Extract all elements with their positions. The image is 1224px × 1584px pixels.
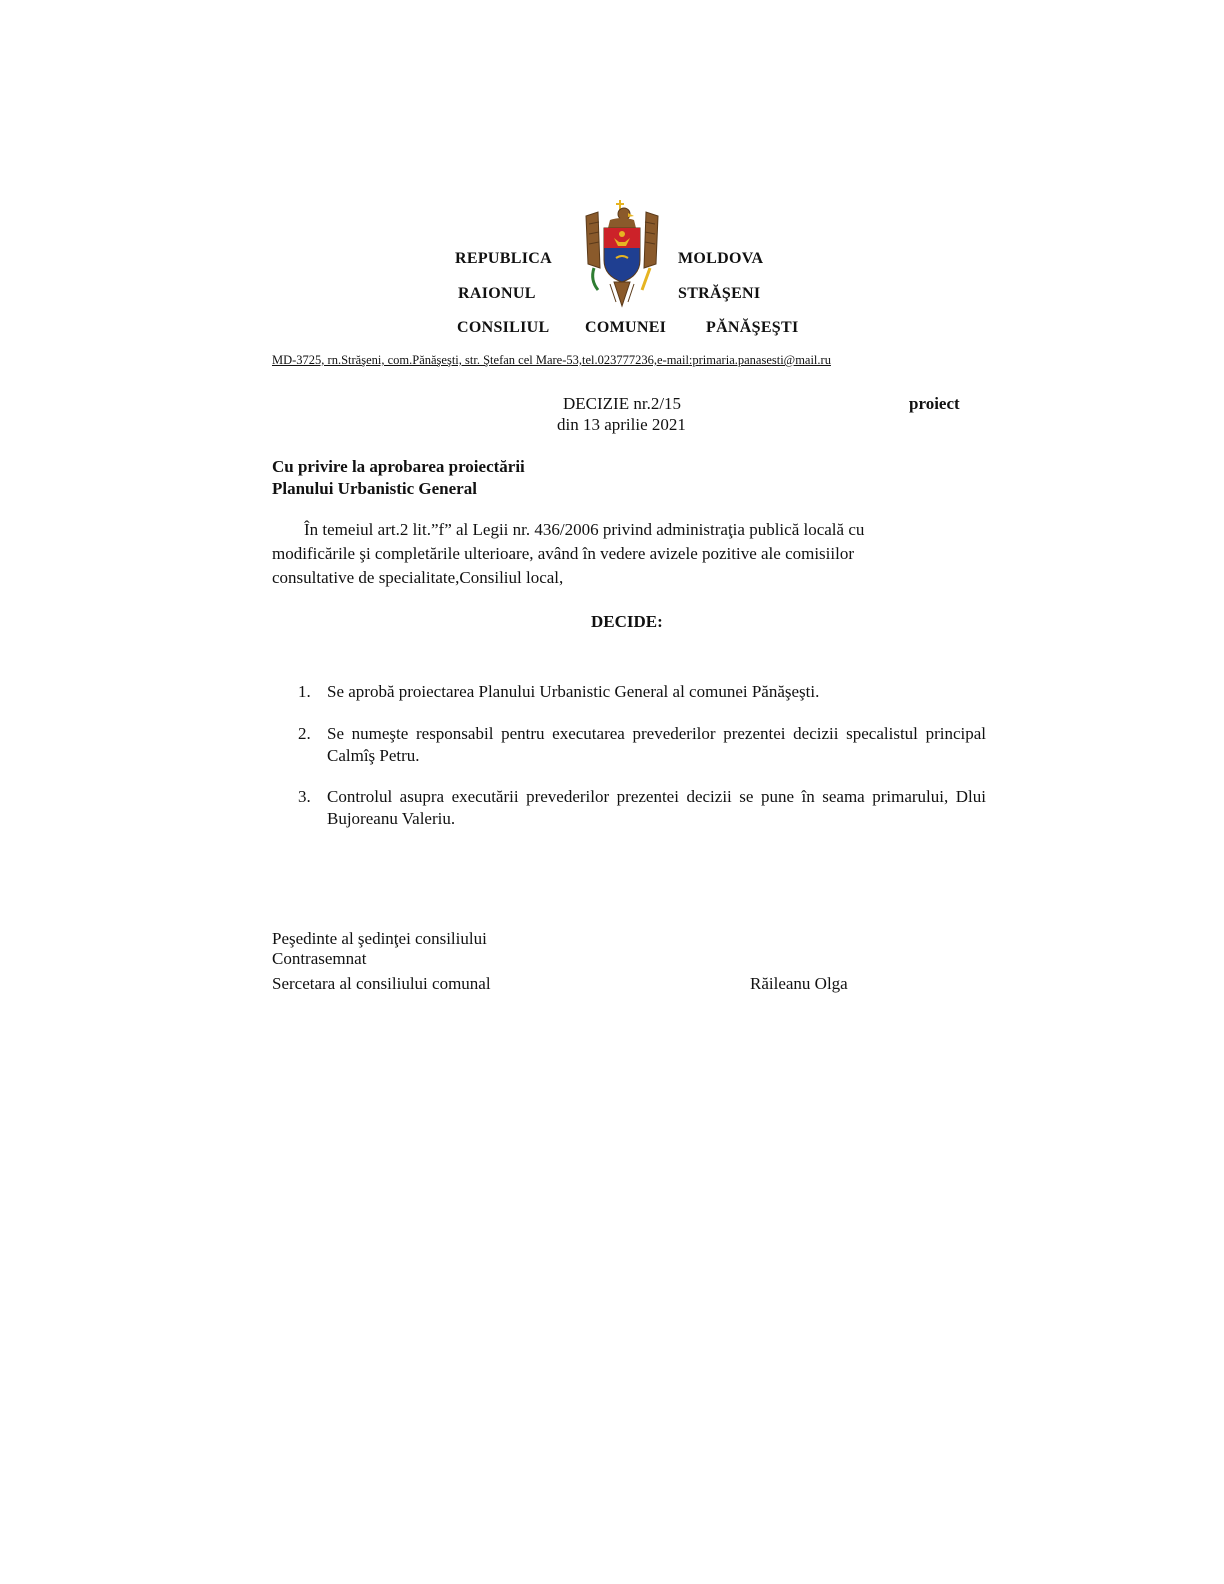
header-panasesti: PĂNĂŞEŞTI [706,319,799,336]
item-text: Se numeşte responsabil pentru executarea prevederilor prezentei decizii specalistul principal Calmîş Petru. [327,724,986,765]
item-text: Controlul asupra executării prevederilor prezentei decizii se pune în seama primarului, Dlui Bujoreanu Valeriu. [327,787,986,828]
subject-line-1: Cu privire la aprobarea proiectării [272,457,525,476]
signature-secretary-name: Răileanu Olga [750,974,848,993]
decision-status: proiect [909,394,960,413]
coat-of-arms-icon [580,198,664,310]
item-number: 3. [298,787,311,806]
decision-date: din 13 aprilie 2021 [557,415,686,434]
header-comunei: COMUNEI [585,319,667,336]
subject-line-2: Planului Urbanistic General [272,479,477,498]
signature-president: Peşedinte al şedinţei consiliului [272,929,487,948]
institution-address: MD-3725, rn.Străşeni, com.Pănăşeşti, str. Ştefan cel Mare-53,tel.023777236,e-mail:primaria.panasesti@mail.ru [272,353,831,367]
item-text: Se aprobă proiectarea Planului Urbanistic General al comunei Pănăşeşti. [327,682,820,701]
decision-title: DECIZIE nr.2/15 [563,394,682,413]
header-raionul: RAIONUL [458,285,536,302]
signature-countersigned: Contrasemnat [272,949,367,968]
decide-heading: DECIDE: [591,612,663,631]
preamble-line-1: În temeiul art.2 lit.”f” al Legii nr. 436/2006 privind administraţia publică locală cu [304,520,865,539]
decision-item-1 [298,681,986,703]
item-number: 2. [298,724,311,743]
item-number: 1. [298,682,311,701]
decision-item-2 [298,723,986,767]
preamble-line-2: modificările şi completările ulterioare, având în vedere avizele pozitive ale comisiilor [272,544,855,563]
header-consiliul: CONSILIUL [457,319,550,336]
header-straseni: STRĂŞENI [678,285,761,302]
header-moldova: MOLDOVA [678,250,764,267]
preamble-line-3: consultative de specialitate,Consiliul local, [272,568,564,587]
signature-secretary: Sercetara al consiliului comunal [272,974,491,993]
decision-item-3 [298,786,986,830]
header-republica: REPUBLICA [455,250,552,267]
